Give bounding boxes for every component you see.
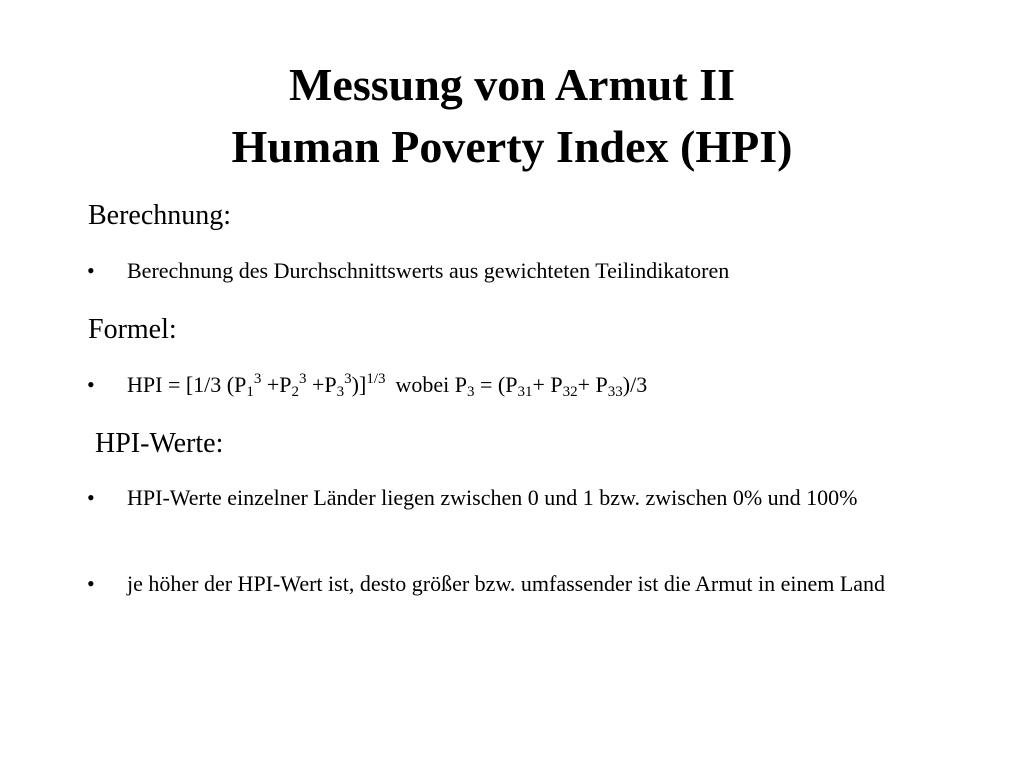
formula-part: +P bbox=[261, 372, 292, 397]
formula-part: + P bbox=[577, 372, 608, 397]
formula-sub: 31 bbox=[517, 384, 533, 400]
formula-sup: 3 bbox=[344, 371, 352, 387]
bullet-text: je höher der HPI-Wert ist, desto größer bzw. umfassender ist die Armut in einem Land bbox=[127, 571, 886, 596]
formula-part: wobei P bbox=[395, 372, 467, 397]
slide-title-line1: Messung von Armut II bbox=[288, 59, 735, 110]
formula-sub: 3 bbox=[336, 384, 345, 400]
bullet-icon: • bbox=[87, 485, 95, 510]
formula-sup: 1/3 bbox=[366, 371, 386, 387]
formula-sup: 3 bbox=[299, 371, 307, 387]
bullet-icon: • bbox=[87, 258, 95, 283]
formula-part: + P bbox=[532, 372, 563, 397]
bullet-text: HPI-Werte einzelner Länder liegen zwischen 0 und 1 bzw. zwischen 0% und 100% bbox=[127, 485, 858, 510]
section-heading-hpi-werte: HPI-Werte: bbox=[95, 428, 224, 459]
formula-sub: 33 bbox=[607, 384, 623, 400]
formula-part: +P bbox=[306, 372, 337, 397]
section-heading-berechnung: Berechnung: bbox=[88, 200, 232, 231]
bullet-icon: • bbox=[87, 372, 95, 397]
hpi-formula bbox=[127, 370, 947, 399]
formula-part: = (P bbox=[474, 372, 518, 397]
formula-part: )/3 bbox=[622, 372, 648, 397]
formula-sub: 2 bbox=[291, 384, 300, 400]
formula-sub: 1 bbox=[246, 384, 254, 400]
formula-sub: 32 bbox=[562, 384, 578, 400]
formula-part: )] bbox=[351, 372, 367, 397]
formula-part: HPI = [1/3 (P bbox=[127, 372, 247, 397]
bullet-icon: • bbox=[87, 571, 95, 596]
section-heading-formel: Formel: bbox=[88, 314, 177, 345]
formula-sub: 3 bbox=[467, 384, 475, 400]
formula-sup: 3 bbox=[253, 371, 262, 387]
bullet-text: Berechnung des Durchschnittswerts aus gewichteten Teilindikatoren bbox=[127, 258, 730, 283]
slide-title-line2: Human Poverty Index (HPI) bbox=[231, 121, 793, 172]
